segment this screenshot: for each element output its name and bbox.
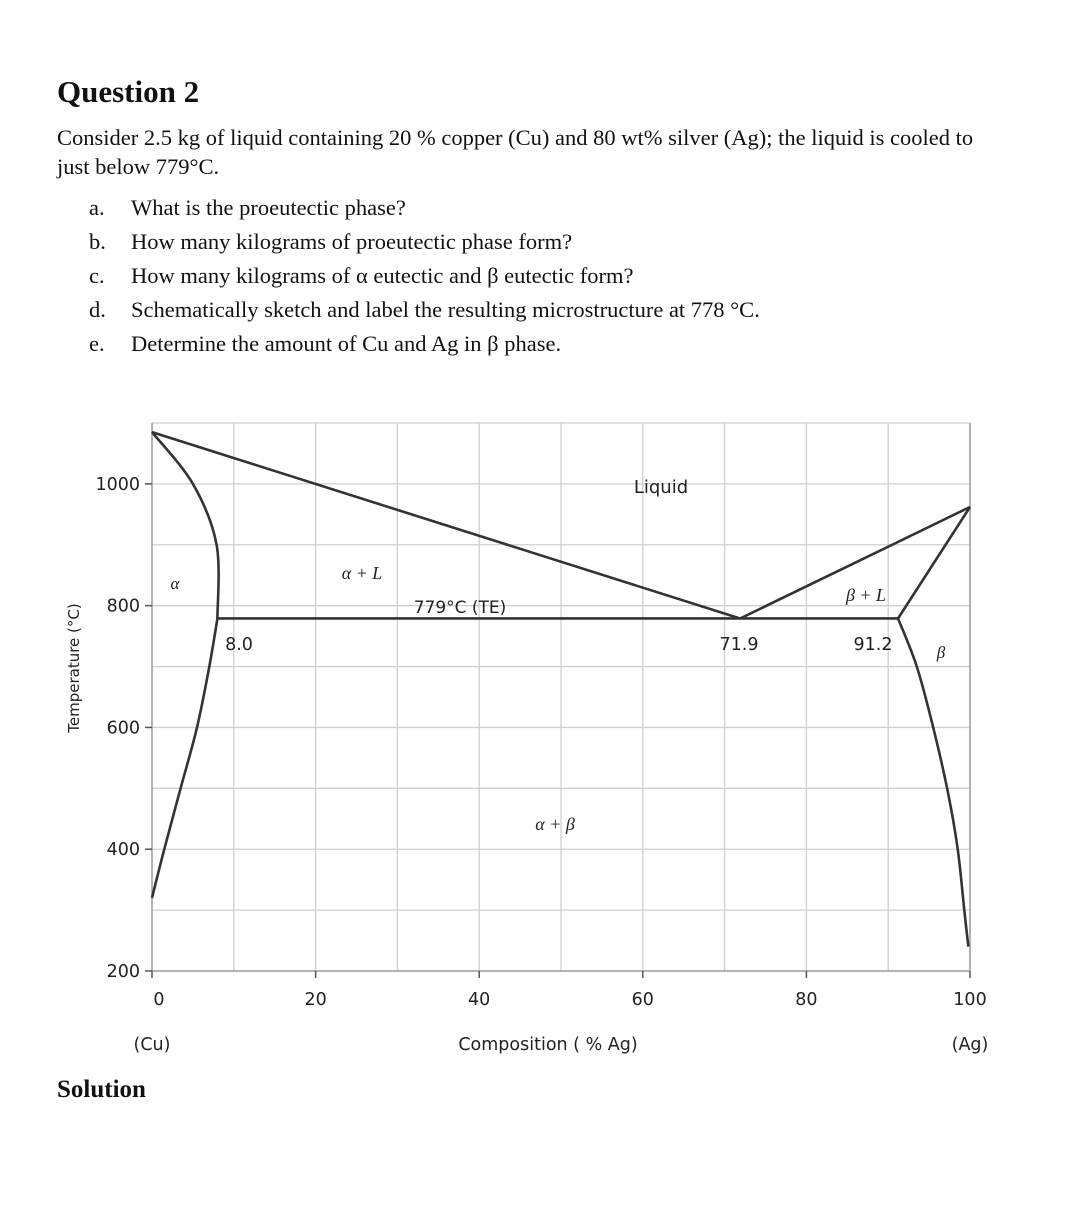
part-letter: e.	[89, 331, 105, 356]
question-intro: Consider 2.5 kg of liquid containing 20 % copper (Cu) and 80 wt% silver (Ag); the liquid is cooled to just below 779°C.	[57, 125, 974, 179]
phase-diagram	[0, 400, 1080, 1070]
question-parts-list	[89, 193, 760, 363]
x-tick-label: 60	[631, 990, 654, 1010]
question-title: Question 2	[57, 74, 200, 109]
question-part-a	[89, 193, 760, 227]
grid-lines	[145, 423, 970, 978]
x-axis-label: Composition ( % Ag)	[458, 1035, 638, 1055]
part-letter: a.	[89, 195, 105, 220]
y-tick-label: 600	[106, 718, 140, 739]
composition-label-eutectic: 71.9	[719, 635, 759, 655]
question-part-b	[89, 227, 760, 261]
region-label-alpha: α	[170, 574, 180, 593]
part-text: What is the proeutectic phase?	[131, 195, 406, 220]
solidus-line-alpha	[152, 432, 219, 618]
x-tick-label: 20	[304, 990, 327, 1010]
x-end-label-ag: (Ag)	[951, 1035, 989, 1055]
liquidus-line-left	[152, 432, 740, 618]
y-tick-label: 800	[106, 596, 140, 617]
y-tick-label: 200	[106, 962, 140, 982]
region-label-alpha-l: α + L	[341, 563, 383, 583]
part-text: Schematically sketch and label the resulting microstructure at 778 °C.	[131, 297, 760, 322]
composition-label-beta: 91.2	[853, 635, 893, 655]
part-text: How many kilograms of proeutectic phase form?	[131, 229, 573, 254]
x-tick-label: 80	[795, 990, 818, 1010]
y-tick-label: 400	[106, 840, 140, 861]
question-part-e	[89, 329, 760, 363]
x-tick-label: 0	[153, 990, 165, 1010]
part-text: Determine the amount of Cu and Ag in β phase.	[131, 331, 562, 356]
solution-heading: Solution	[57, 1076, 146, 1103]
x-tick-label: 40	[468, 990, 491, 1010]
x-tick-label: 100	[953, 990, 987, 1010]
y-axis-label: Temperature (°C)	[65, 603, 83, 733]
part-text: How many kilograms of α eutectic and β eutectic form?	[131, 263, 634, 288]
region-label-liquid: Liquid	[633, 477, 689, 498]
solvus-line-beta	[898, 619, 968, 947]
question-part-c	[89, 261, 760, 295]
composition-label-alpha: 8.0	[225, 635, 253, 655]
part-letter: b.	[89, 229, 106, 254]
eutectic-temperature-label: 779°C (TE)	[413, 598, 507, 618]
part-letter: c.	[89, 263, 105, 288]
region-label-beta-l: β + L	[845, 585, 887, 605]
question-part-d	[89, 295, 760, 329]
region-label-beta: β	[936, 643, 946, 662]
solvus-line-alpha	[152, 619, 217, 898]
part-letter: d.	[89, 297, 106, 322]
y-tick-label: 1000	[95, 474, 140, 495]
region-label-alpha-beta: α + β	[535, 814, 575, 834]
x-end-label-cu: (Cu)	[133, 1035, 171, 1055]
